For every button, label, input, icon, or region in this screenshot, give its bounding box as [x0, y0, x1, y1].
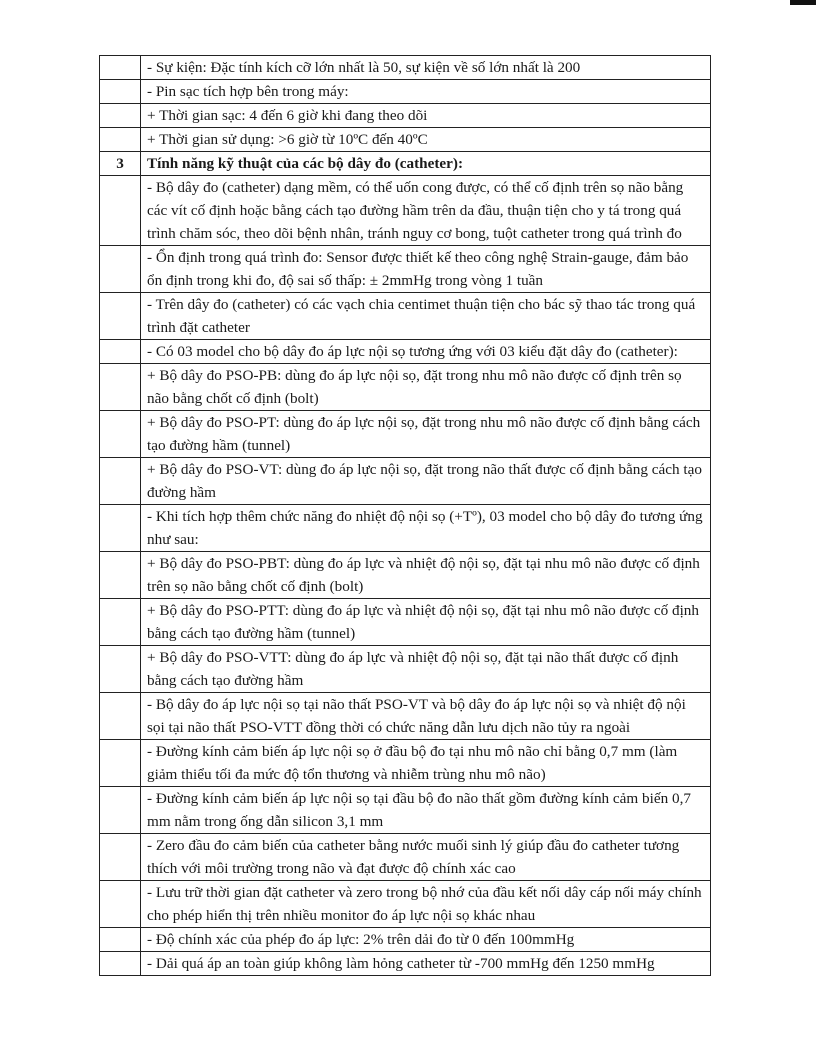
row-number: [100, 928, 141, 952]
row-text: + Bộ dây đo PSO-PB: dùng đo áp lực nội sọ, đặt trong nhu mô não được cố định trên sọ não bằng chốt cố định (bolt): [141, 364, 711, 411]
row-text: + Bộ dây đo PSO-VTT: dùng đo áp lực và nhiệt độ nội sọ, đặt tại não thất được cố định bằng cách tạo đường hầm: [141, 646, 711, 693]
row-text: - Bộ dây đo (catheter) dạng mềm, có thể uốn cong được, có thể cố định trên sọ não bằng các vít cố định hoặc bằng cách tạo đường hầm trên da đầu, thuận tiện cho y tá trong quá trình chăm sóc, theo dõi bệnh nhân, tránh nguy cơ bong, tuột catheter trong quá trình đo: [141, 176, 711, 246]
row-text: - Bộ dây đo áp lực nội sọ tại não thất PSO-VT và bộ dây đo áp lực nội sọ và nhiệt độ nội sọi tại não thất PSO-VTT đồng thời có chức năng dẫn lưu dịch não tủy ra ngoài: [141, 693, 711, 740]
row-number: [100, 787, 141, 834]
table-row: [100, 104, 711, 128]
row-text: + Thời gian sạc: 4 đến 6 giờ khi đang theo dõi: [141, 104, 711, 128]
table-row: [100, 928, 711, 952]
row-text: - Zero đầu đo cảm biến của catheter bằng nước muối sinh lý giúp đầu đo catheter tương thích với môi trường trong não và đạt được độ chính xác cao: [141, 834, 711, 881]
table-row: [100, 246, 711, 293]
scan-edge-mark: [790, 0, 816, 5]
row-number: 3: [100, 152, 141, 176]
table-row: [100, 364, 711, 411]
row-text: Tính năng kỹ thuật của các bộ dây đo (catheter):: [141, 152, 711, 176]
row-text: - Độ chính xác của phép đo áp lực: 2% trên dải đo từ 0 đến 100mmHg: [141, 928, 711, 952]
table-row: [100, 740, 711, 787]
row-number: [100, 128, 141, 152]
row-number: [100, 552, 141, 599]
row-text: - Có 03 model cho bộ dây đo áp lực nội sọ tương ứng với 03 kiểu đặt dây đo (catheter):: [141, 340, 711, 364]
row-number: [100, 646, 141, 693]
row-text: + Bộ dây đo PSO-PTT: dùng đo áp lực và nhiệt độ nội sọ, đặt tại nhu mô não được cố định bằng cách tạo đường hầm (tunnel): [141, 599, 711, 646]
row-text: - Đường kính cảm biến áp lực nội sọ tại đầu bộ đo não thất gồm đường kính cảm biến 0,7 mm nằm trong ống dẫn silicon 3,1 mm: [141, 787, 711, 834]
row-number: [100, 56, 141, 80]
table-row: [100, 881, 711, 928]
row-number: [100, 740, 141, 787]
row-number: [100, 458, 141, 505]
row-number: [100, 340, 141, 364]
table-row: [100, 505, 711, 552]
row-number: [100, 599, 141, 646]
table-row: [100, 56, 711, 80]
row-number: [100, 834, 141, 881]
row-text: - Trên dây đo (catheter) có các vạch chia centimet thuận tiện cho bác sỹ thao tác trong quá trình đặt catheter: [141, 293, 711, 340]
row-text: - Pin sạc tích hợp bên trong máy:: [141, 80, 711, 104]
table-row: [100, 787, 711, 834]
row-number: [100, 293, 141, 340]
table-row: [100, 293, 711, 340]
row-text: - Ổn định trong quá trình đo: Sensor được thiết kế theo công nghệ Strain-gauge, đảm bảo ổn định trong khi đo, độ sai số thấp: ± 2mmHg trong vòng 1 tuần: [141, 246, 711, 293]
table-row: [100, 128, 711, 152]
row-text: + Bộ dây đo PSO-PBT: dùng đo áp lực và nhiệt độ nội sọ, đặt tại nhu mô não được cố định trên sọ não bằng chốt cố định (bolt): [141, 552, 711, 599]
row-text: + Bộ dây đo PSO-VT: dùng đo áp lực nội sọ, đặt trong não thất được cố định bằng cách tạo đường hầm: [141, 458, 711, 505]
row-number: [100, 176, 141, 246]
spec-table: [99, 55, 711, 976]
table-row: [100, 552, 711, 599]
table-row: [100, 411, 711, 458]
row-number: [100, 104, 141, 128]
row-number: [100, 246, 141, 293]
table-row: [100, 340, 711, 364]
row-number: [100, 411, 141, 458]
row-text: - Sự kiện: Đặc tính kích cỡ lớn nhất là 50, sự kiện về số lớn nhất là 200: [141, 56, 711, 80]
table-row: [100, 80, 711, 104]
row-text: + Thời gian sử dụng: >6 giờ từ 10ºC đến 40ºC: [141, 128, 711, 152]
row-text: - Khi tích hợp thêm chức năng đo nhiệt độ nội sọ (+Tº), 03 model cho bộ dây đo tương ứng như sau:: [141, 505, 711, 552]
table-row: [100, 458, 711, 505]
row-number: [100, 80, 141, 104]
table-row: [100, 834, 711, 881]
row-number: [100, 952, 141, 976]
table-row: [100, 176, 711, 246]
table-row: [100, 952, 711, 976]
table-row: [100, 693, 711, 740]
row-text: - Lưu trữ thời gian đặt catheter và zero trong bộ nhớ của đầu kết nối dây cáp nối máy chính cho phép hiển thị trên nhiều monitor đo áp lực nội sọ khác nhau: [141, 881, 711, 928]
table-row: [100, 599, 711, 646]
row-number: [100, 693, 141, 740]
row-text: - Dải quá áp an toàn giúp không làm hỏng catheter từ -700 mmHg đến 1250 mmHg: [141, 952, 711, 976]
row-number: [100, 364, 141, 411]
table-row: [100, 646, 711, 693]
row-number: [100, 505, 141, 552]
row-number: [100, 881, 141, 928]
section-heading-row: [100, 152, 711, 176]
row-text: - Đường kính cảm biến áp lực nội sọ ở đầu bộ đo tại nhu mô não chỉ bằng 0,7 mm (làm giảm thiểu tối đa mức độ tổn thương và nhiễm trùng nhu mô não): [141, 740, 711, 787]
row-text: + Bộ dây đo PSO-PT: dùng đo áp lực nội sọ, đặt trong nhu mô não được cố định bằng cách tạo đường hầm (tunnel): [141, 411, 711, 458]
